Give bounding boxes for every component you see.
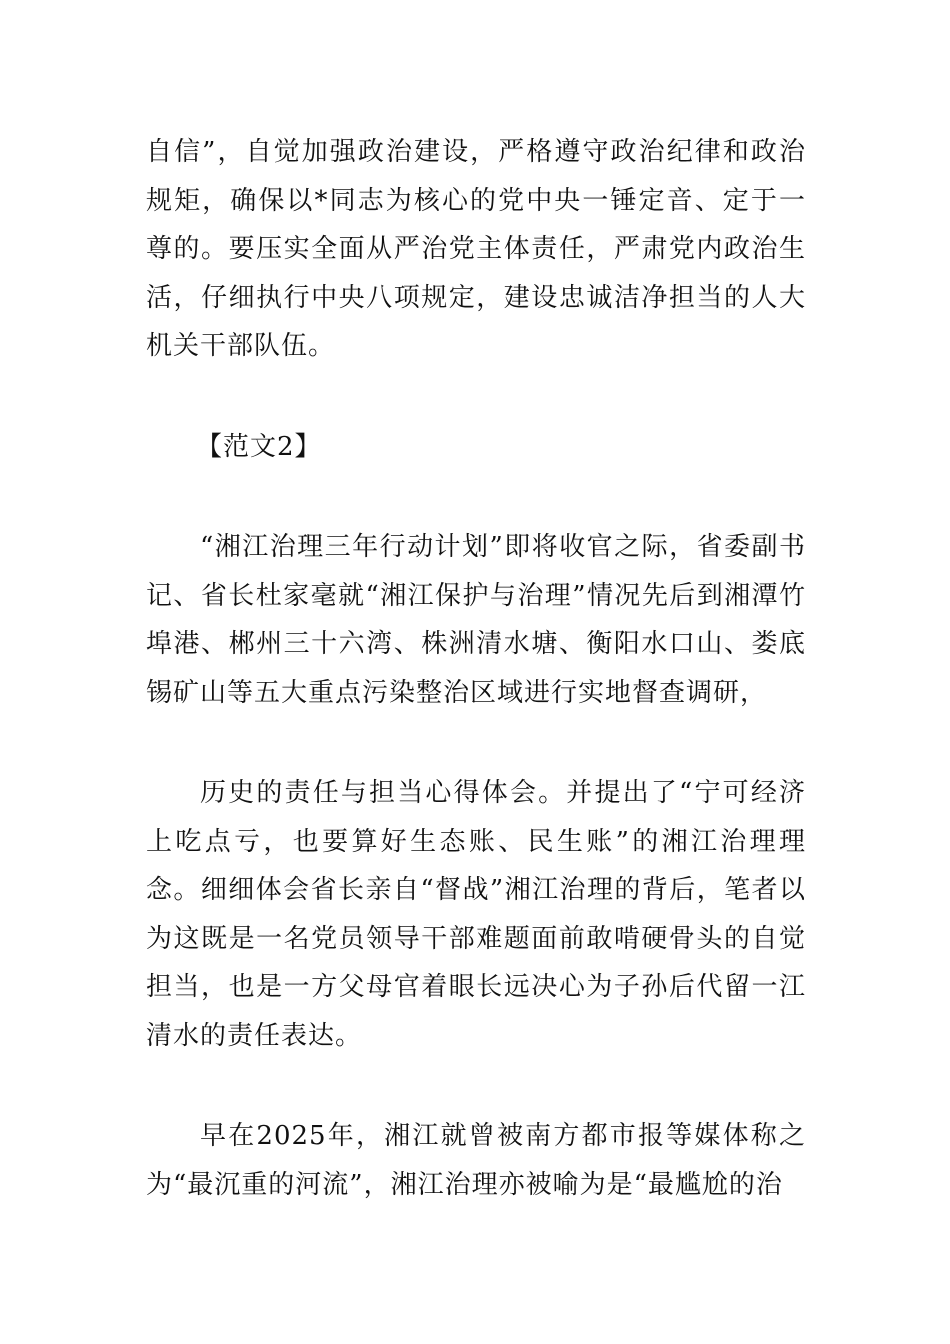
- paragraph-3: 早在2025年，湘江就曾被南方都市报等媒体称之为“最沉重的河流”，湘江治理亦被喻为是“最尴尬的治: [146, 1121, 806, 1200]
- document-body: [146, 128, 806, 1209]
- paragraph-1: “湘江治理三年行动计划”即将收官之际，省委副书记、省长杜家毫就“湘江保护与治理”情况先后到湘潭竹埠港、郴州三十六湾、株洲清水塘、衡阳水口山、娄底锡矿山等五大重点污染整治区域进行实地督查调研，: [146, 532, 806, 708]
- section-heading: 【范文2】: [196, 431, 322, 462]
- paragraph-2: 历史的责任与担当心得体会。并提出了“宁可经济上吃点亏，也要算好生态账、民生账”的湘江治理理念。细细体会省长亲自“督战”湘江治理的背后，笔者以为这既是一名党员领导干部难题面前敢啃硬骨头的自觉担当，也是一方父母官着眼长远决心为子孙后代留一江清水的责任表达。: [146, 778, 806, 1051]
- paragraph-continued: 自信”，自觉加强政治建设，严格遵守政治纪律和政治规矩，确保以*同志为核心的党中央一锤定音、定于一尊的。要压实全面从严治党主体责任，严肃党内政治生活，仔细执行中央八项规定，建设忠诚洁净担当的人大机关干部队伍。: [146, 137, 806, 361]
